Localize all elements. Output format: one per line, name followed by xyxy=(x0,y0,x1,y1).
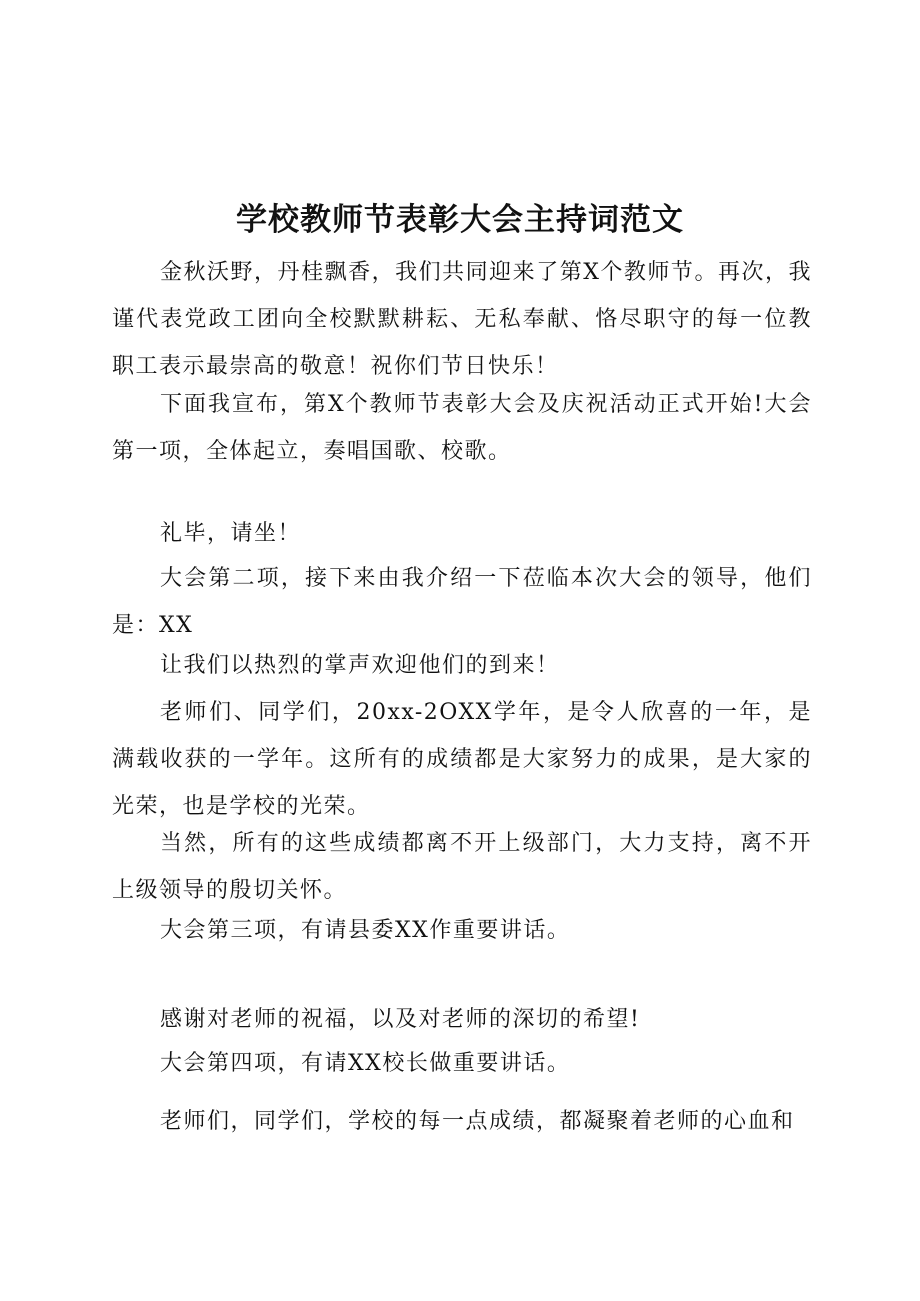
paragraph-item-two: 大会第二项，接下来由我介绍一下莅临本次大会的领导，他们是：XX xyxy=(112,566,812,638)
document-title: 学校教师节表彰大会主持词范文 xyxy=(236,202,684,238)
paragraph-greeting: 金秋沃野，丹桂飘香，我们共同迎来了第X个教师节。再次，我谨代表党政工团向全校默默耕耘、无私奉献、恪尽职守的每一位教职工表示最崇高的敬意！祝你们节日快乐！ xyxy=(112,260,812,379)
paragraph-item-four: 大会第四项，有请XX校长做重要讲话。 xyxy=(160,1051,571,1076)
paragraph-applause: 让我们以热烈的掌声欢迎他们的到来！ xyxy=(160,653,560,678)
paragraph-school-year: 老师们、同学们，20xx-2OXX学年，是令人欣喜的一年，是满载收获的一学年。这所有的成绩都是大家努力的成果，是大家的光荣，也是学校的光荣。 xyxy=(112,700,812,819)
paragraph-opening-announcement: 下面我宣布，第X个教师节表彰大会及庆祝活动正式开始!大会第一项，全体起立，奏唱国歌、校歌。 xyxy=(112,392,812,464)
paragraph-thanks: 感谢对老师的祝福，以及对老师的深切的希望! xyxy=(160,1007,641,1032)
paragraph-closing-partial: 老师们，同学们，学校的每一点成绩，都凝聚着老师的心血和 xyxy=(160,1109,795,1134)
paragraph-support: 当然，所有的这些成绩都离不开上级部门，大力支持，离不开上级领导的殷切关怀。 xyxy=(112,831,812,903)
paragraph-be-seated: 礼毕，请坐！ xyxy=(160,521,302,546)
paragraph-item-three: 大会第三项，有请县委XX作重要讲话。 xyxy=(160,918,571,943)
